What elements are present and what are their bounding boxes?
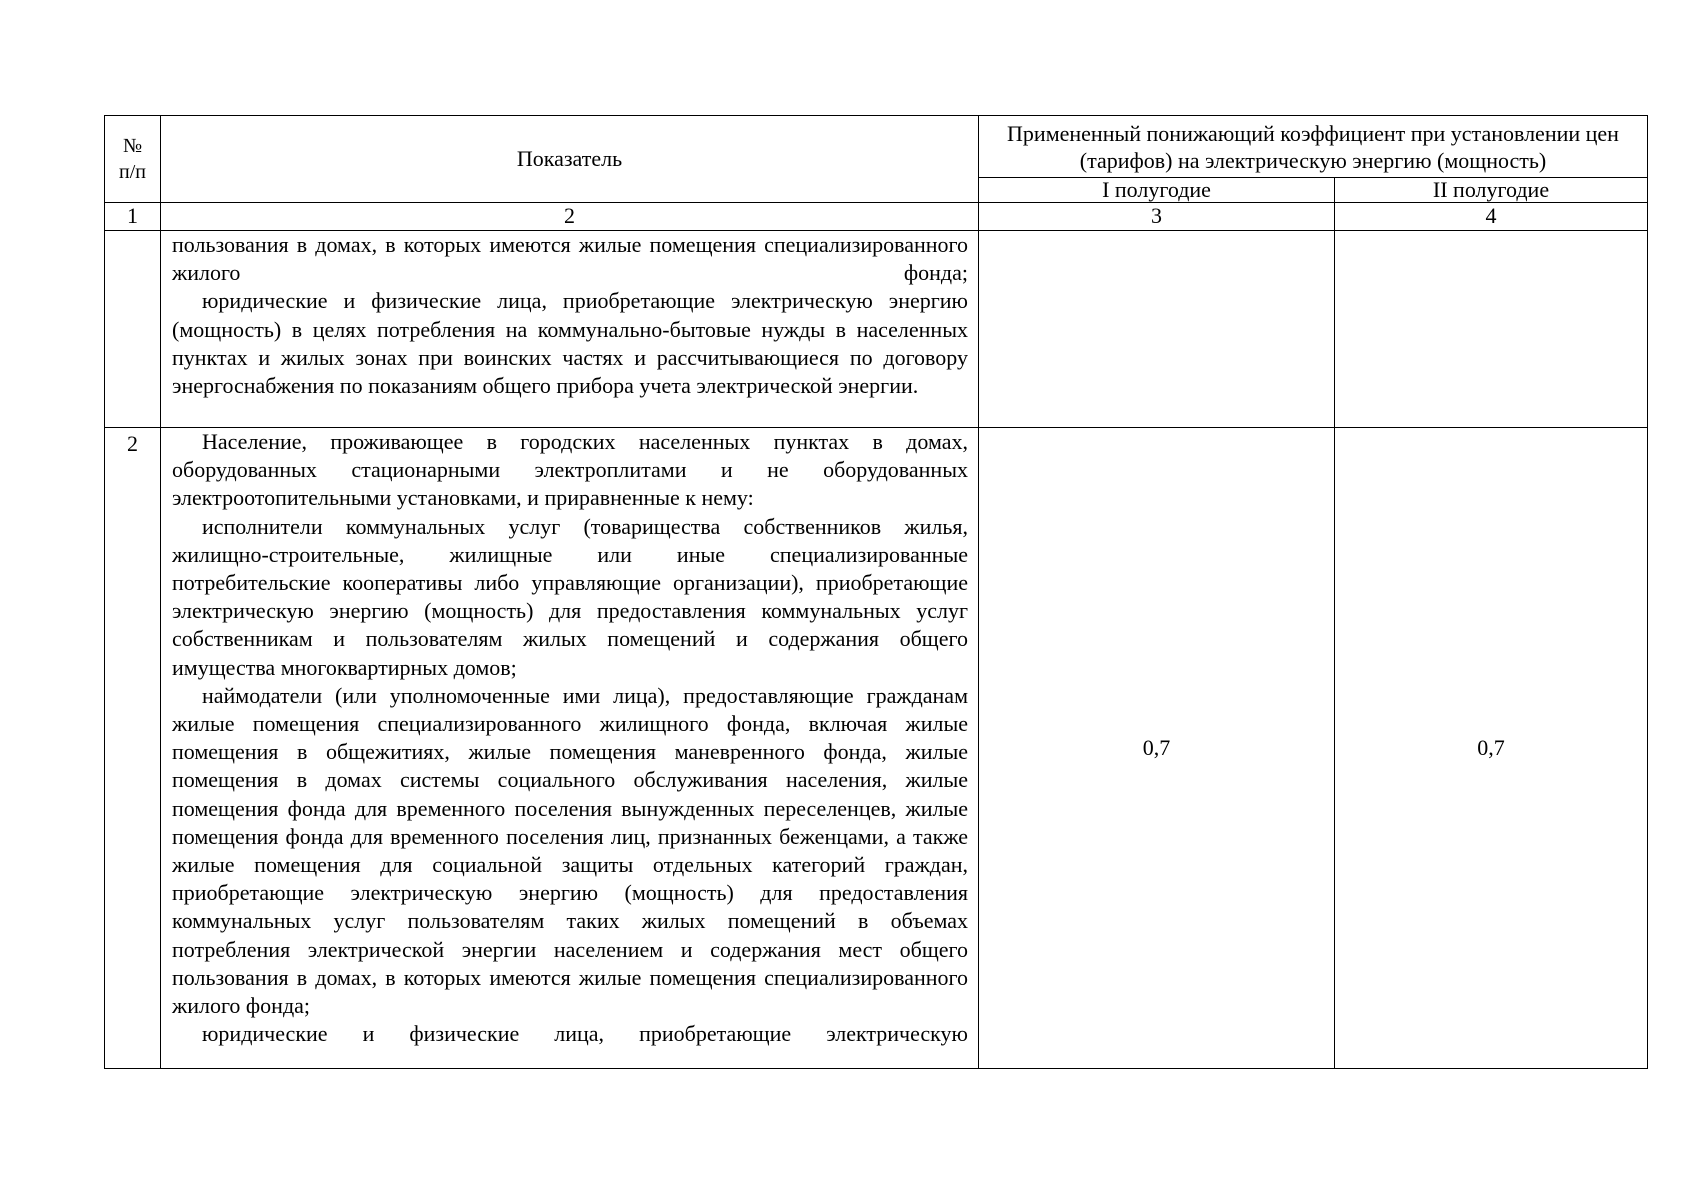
header-half-1: I полугодие xyxy=(979,178,1335,203)
table-row xyxy=(105,231,1648,428)
indicator-paragraph: Население, проживающее в городских населенных пунктах в домах, оборудованных стационарными электроплитами и не оборудованных электроотопительными установками, и приравненные к нему: xyxy=(172,429,968,511)
half-1-value xyxy=(979,231,1335,428)
half-2-value xyxy=(1335,231,1648,428)
header-coefficient: Примененный понижающий коэффициент при установлении цен (тарифов) на электрическую энергию (мощность) xyxy=(979,116,1648,178)
row-number xyxy=(105,231,161,428)
indicator-paragraph: юридические и физические лица, приобретающие электрическую xyxy=(202,1021,968,1047)
column-number-row xyxy=(105,203,1648,231)
half-1-value: 0,7 xyxy=(979,428,1335,1069)
header-no-abbr: п/п xyxy=(119,161,146,183)
table-row xyxy=(105,428,1648,1069)
indicator-text xyxy=(161,428,979,1069)
row-number: 2 xyxy=(105,428,161,1069)
half-2-value: 0,7 xyxy=(1335,428,1648,1069)
indicator-paragraph: исполнители коммунальных услуг (товарищества собственников жилья, жилищно-строительные, жилищные или иные специализированные потребительские кооперативы либо управляющие организации), приобретающие электрическую энергию (мощность) для предоставления коммунальных услуг собственникам и пользователям жилых помещений и содержания общего имущества многоквартирных домов; xyxy=(172,513,968,680)
column-number: 4 xyxy=(1335,203,1648,231)
column-number: 2 xyxy=(161,203,979,231)
indicator-paragraph: юридические и физические лица, приобретающие электрическую энергию (мощность) в целях потребления на коммунально-бытовые нужды в населенных пунктах и жилых зонах при воинских частях и рассчитывающиеся по договору энергоснабжения по показаниям общего прибора учета электрической энергии. xyxy=(172,288,968,399)
header-no-sign: № xyxy=(122,135,143,157)
indicator-paragraph: пользования в домах, в которых имеются жилые помещения специализированного жилого фонда; xyxy=(172,232,968,286)
tariff-coefficient-table xyxy=(104,115,1648,1069)
header-half-2: II полугодие xyxy=(1335,178,1648,203)
header-row-number xyxy=(105,116,161,203)
column-number: 3 xyxy=(979,203,1335,231)
indicator-paragraph: наймодатели (или уполномоченные ими лица), предоставляющие гражданам жилые помещения специализированного жилищного фонда, включая жилые помещения в общежитиях, жилые помещения маневренного фонда, жилые помещения в домах системы социального обслуживания населения, жилые помещения фонда для временного поселения вынужденных переселенцев, жилые помещения фонда для временного поселения лиц, признанных беженцами, а также жилые помещения для социальной защиты отдельных категорий граждан, приобретающие электрическую энергию (мощность) для предоставления коммунальных услуг пользователям таких жилых помещений в объемах потребления электрической энергии населением и содержания мест общего пользования в домах, в которых имеются жилые помещения специализированного жилого фонда; xyxy=(172,682,968,1019)
column-number: 1 xyxy=(105,203,161,231)
indicator-text xyxy=(161,231,979,428)
header-indicator: Показатель xyxy=(161,116,979,203)
